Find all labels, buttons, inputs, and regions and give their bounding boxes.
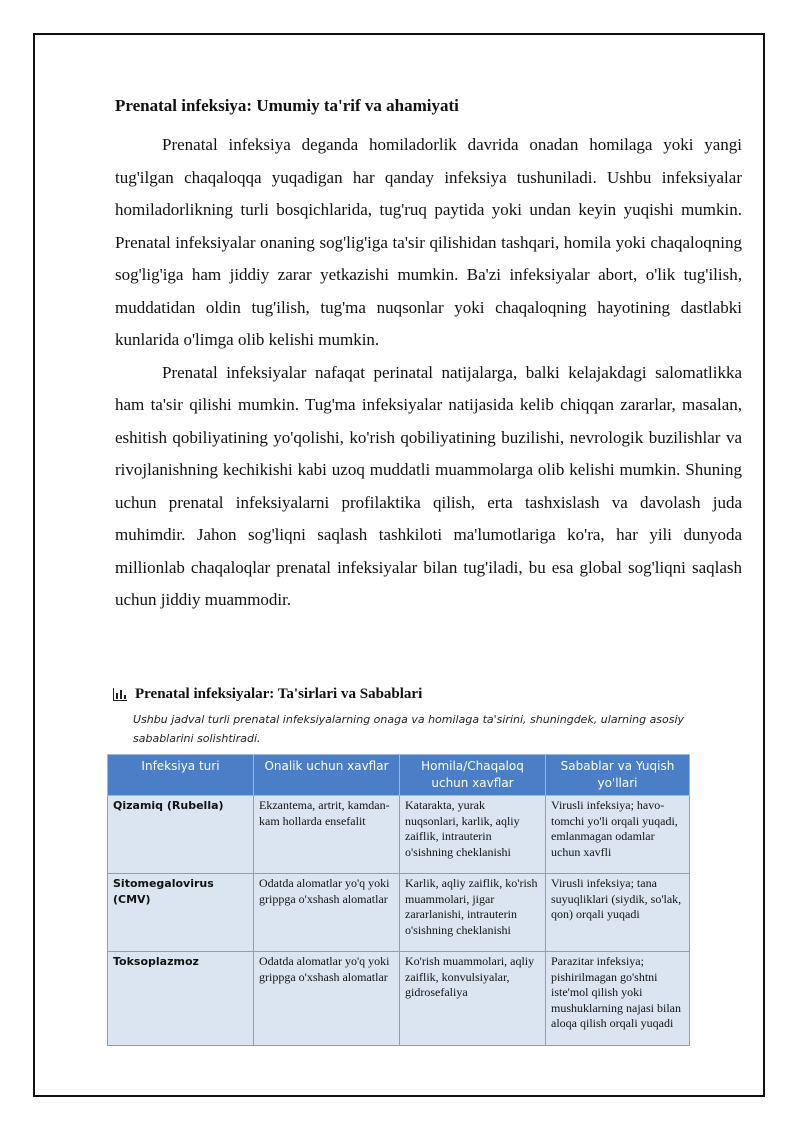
table-cell: Parazitar infeksiya; pishirilmagan go'shtni iste'mol qilish yoki mushuklarning najasi bilan aloqa qilish orqali yuqadi: [546, 952, 690, 1046]
table-heading: [113, 684, 693, 704]
table-cell: Virusli infeksiya; havo-tomchi yo'li orqali yuqadi, emlanmagan odamlar uchun xavfli: [546, 796, 690, 874]
table-cell: Qizamiq (Rubella): [108, 796, 254, 874]
table-row: [108, 874, 690, 952]
table-cell: Virusli infeksiya; tana suyuqliklari (siydik, so'lak, qon) orqali yuqadi: [546, 874, 690, 952]
table-cell: Ko'rish muammolari, aqliy zaiflik, konvulsiyalar, gidrosefaliya: [400, 952, 546, 1046]
table-cell: Sitomegalovirus (CMV): [108, 874, 254, 952]
table-section: [113, 684, 693, 1046]
paragraph-2: Prenatal infeksiyalar nafaqat perinatal natijalarga, balki kelajakdagi salomatlikka ham ta'sir qilishi mumkin. Tug'ma infeksiyalar natijasida kelib chiqqan zararlar, masalan, eshitish qobiliyatining yo'qolishi, ko'rish qobiliyatining buzilishi, nevrologik buzilishlar va rivojlanishning kechikishi kabi uzoq muddatli muammolarga olib kelishi mumkin. Shuning uchun prenatal infeksiyalarni profilaktika qilish, erta tashxislash va davolash juda muhimdir. Jahon sog'liqni saqlash tashkiloti ma'lumotlariga ko'ra, har yili dunyoda millionlab chaqaloqlar prenatal infeksiyalar bilan tug'iladi, bu esa global sog'liqni saqlash uchun jiddiy muammodir.: [115, 362, 742, 609]
header-causes: Sabablar va Yuqish yo'llari: [546, 755, 690, 796]
header-maternal-risks: Onalik uchun xavflar: [254, 755, 400, 796]
table-caption: Ushbu jadval turli prenatal infeksiyalarning onaga va homilaga ta'sirini, shuningdek, ularning asosiy sabablarini solishtiradi.: [133, 713, 685, 745]
table-row: [108, 796, 690, 874]
bar-chart-icon: [113, 688, 127, 701]
section-heading: Prenatal infeksiya: Umumiy ta'rif va ahamiyati: [115, 96, 459, 115]
table-row: [108, 952, 690, 1046]
table-cell: Odatda alomatlar yo'q yoki grippga o'xshash alomatlar: [254, 952, 400, 1046]
infection-table: [107, 754, 690, 1046]
header-infection-type: Infeksiya turi: [108, 755, 254, 796]
header-fetal-risks: Homila/Chaqaloq uchun xavflar: [400, 755, 546, 796]
document-body: [115, 95, 742, 617]
table-cell: Karlik, aqliy zaiflik, ko'rish muammolari, jigar zararlanishi, intrauterin o'sishning cheklanishi: [400, 874, 546, 952]
table-cell: Ekzantema, artrit, kamdan-kam hollarda ensefalit: [254, 796, 400, 874]
table-cell: Odatda alomatlar yo'q yoki grippga o'xshash alomatlar: [254, 874, 400, 952]
table-title: Prenatal infeksiyalar: Ta'sirlari va Sabablari: [135, 686, 423, 702]
table-header-row: [108, 755, 690, 796]
table-cell: Toksoplazmoz: [108, 952, 254, 1046]
paragraph-1: Prenatal infeksiya deganda homiladorlik davrida onadan homilaga yoki yangi tug'ilgan chaqaloqqa yuqadigan har qanday infeksiya tushuniladi. Ushbu infeksiyalar homiladorlikning turli bosqichlarida, tug'ruq paytida yoki undan keyin yuqishi mumkin. Prenatal infeksiyalar onaning sog'lig'iga ta'sir qilishidan tashqari, homila yoki chaqaloqning sog'lig'iga ham jiddiy zarar yetkazishi mumkin. Ba'zi infeksiyalar abort, o'lik tug'ilish, muddatidan oldin tug'ilish, tug'ma nuqsonlar yoki chaqaloqning hayotining dastlabki kunlarida o'limga olib kelishi mumkin.: [115, 135, 742, 349]
table-cell: Katarakta, yurak nuqsonlari, karlik, aqliy zaiflik, intrauterin o'sishning cheklanishi: [400, 796, 546, 874]
